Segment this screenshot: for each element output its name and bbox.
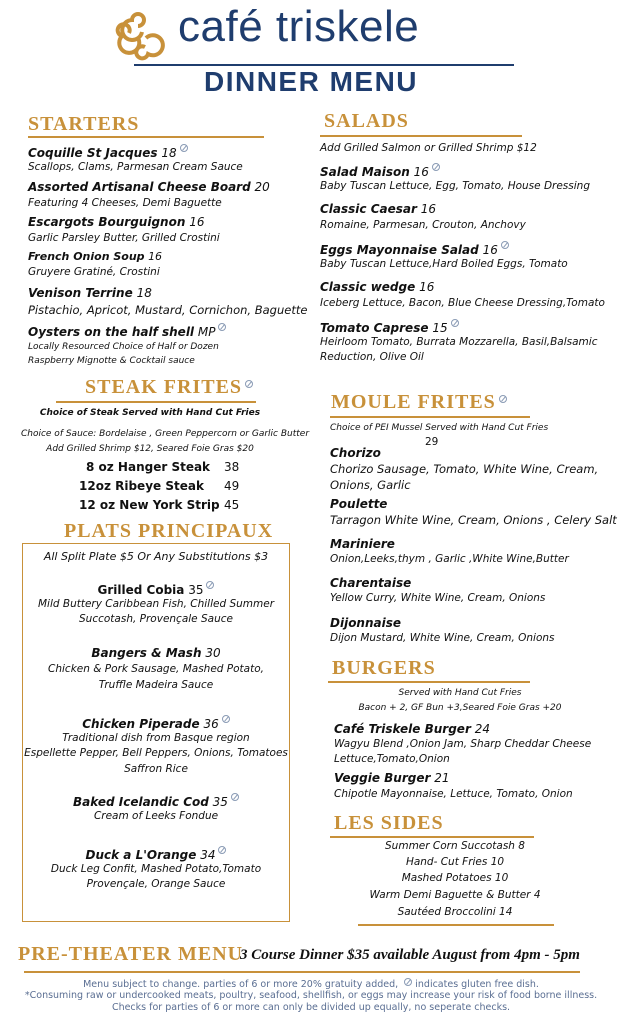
starter-item: Oysters on the half shell MP <box>28 323 226 339</box>
sides-underline <box>330 836 534 838</box>
plat-item: Grilled Cobia 35 <box>22 581 290 597</box>
starter-item: Assorted Artisanal Cheese Board 20 <box>28 180 270 194</box>
steak-subtitle: Choice of Steak Served with Hand Cut Fries <box>39 408 261 418</box>
burgers-addons: Bacon + 2, GF Bun +3,Seared Foie Gras +20 <box>358 703 562 713</box>
plats-title: PLATS PRINCIPAUX <box>64 520 274 542</box>
plat-item: Bangers & Mash 30 <box>91 646 221 660</box>
plats-note: All Split Plate $5 Or Any Substitutions $3 <box>43 550 269 563</box>
sides-title: LES SIDES <box>334 812 444 834</box>
gluten-free-icon <box>404 978 412 986</box>
moule-desc: Onion,Leeks,thym , Garlic ,White Wine,Butter <box>330 553 569 565</box>
salad-desc: Baby Tuscan Lettuce,Hard Boiled Eggs, Tomato <box>320 258 568 270</box>
steak-price: 38 <box>224 460 240 474</box>
plat-item: Duck a L'Orange 34 <box>22 846 290 862</box>
gluten-free-icon <box>499 395 507 403</box>
plat-desc: Espellette Pepper, Bell Peppers, Onions, Tomatoes <box>24 747 288 759</box>
burger-item: Veggie Burger 21 <box>334 771 450 785</box>
starter-item: Venison Terrine 18 <box>28 286 152 300</box>
plat-desc: Traditional dish from Basque region <box>62 732 250 744</box>
salad-desc: Reduction, Olive Oil <box>320 351 424 363</box>
steak-price: 49 <box>224 479 240 493</box>
footer-line-2: *Consuming raw or undercooked meats, poultry, seafood, shellfish, or eggs may increase your risk of food borne illness. <box>24 990 598 1001</box>
salad-item: Tomato Caprese 15 <box>320 319 459 335</box>
salads-underline <box>320 135 522 137</box>
moule-desc: Dijon Mustard, White Wine, Cream, Onions <box>330 632 555 644</box>
starters-underline <box>28 136 264 138</box>
moule-frites-title: MOULE FRITES <box>331 391 507 414</box>
triskele-logo-icon <box>112 6 172 66</box>
gluten-free-icon <box>231 793 239 801</box>
moule-item: Poulette <box>330 497 388 511</box>
gluten-free-icon <box>501 241 509 249</box>
pretheater-title: PRE-THEATER MENU <box>18 943 244 965</box>
salad-item: Classic wedge 16 <box>320 280 435 294</box>
starters-title: STARTERS <box>28 113 140 135</box>
plat-desc: Saffron Rice <box>124 763 188 775</box>
moule-desc: Yellow Curry, White Wine, Cream, Onions <box>330 592 546 604</box>
plat-desc: Mild Buttery Caribbean Fish, Chilled Summer <box>37 598 275 610</box>
burger-desc: Wagyu Blend ,Onion Jam, Sharp Cheddar Cheese <box>334 738 592 750</box>
plat-desc: Provençale, Orange Sauce <box>86 878 226 890</box>
starter-item: Coquille St Jacques 18 <box>28 144 188 160</box>
gluten-free-icon <box>222 715 230 723</box>
brand-name: café triskele <box>178 2 420 51</box>
salad-item: Eggs Mayonnaise Salad 16 <box>320 241 509 257</box>
starter-desc: Scallops, Clams, Parmesan Cream Sauce <box>28 161 243 173</box>
steak-frites-title: STEAK FRITES <box>85 376 253 399</box>
salad-desc: Heirloom Tomato, Burrata Mozzarella, Basil,Balsamic <box>320 336 598 348</box>
starter-desc: Raspberry Mignotte & Cocktail sauce <box>28 356 195 366</box>
moules-underline <box>330 416 530 418</box>
plat-desc: Succotash, Provençale Sauce <box>79 613 233 625</box>
moule-item: Dijonnaise <box>330 616 402 630</box>
salad-item: Classic Caesar 16 <box>320 202 437 216</box>
burger-desc: Chipotle Mayonnaise, Lettuce, Tomato, Onion <box>334 788 573 800</box>
starter-desc: Garlic Parsley Butter, Grilled Crostini <box>28 232 220 244</box>
salad-item: Salad Maison 16 <box>320 163 440 179</box>
moule-item: Chorizo <box>330 446 381 460</box>
steak-cut: 12oz Ribeye Steak <box>79 479 204 493</box>
side-item: Mashed Potatoes 10 <box>401 872 509 884</box>
footer-line-1: Menu subject to change. parties of 6 or more 20% gratuity added, indicates gluten free dish. <box>83 979 539 990</box>
pretheater-underline <box>24 971 580 973</box>
footer-line-3: Checks for parties of 6 or more can only be divided up equally, no seperate checks. <box>111 1002 511 1013</box>
steak-cut: 8 oz Hanger Steak <box>86 460 211 474</box>
plat-desc: Cream of Leeks Fondue <box>93 810 219 822</box>
moule-item: Charentaise <box>330 576 412 590</box>
side-item: Sautéed Broccolini 14 <box>397 906 513 918</box>
plat-item: Chicken Piperade 36 <box>22 715 290 731</box>
menu-title: DINNER MENU <box>203 66 419 97</box>
salads-note: Add Grilled Salmon or Grilled Shrimp $12 <box>320 142 537 154</box>
starter-desc: Locally Resourced Choice of Half or Dozen <box>28 342 219 352</box>
starter-item: French Onion Soup 16 <box>28 250 163 263</box>
plat-desc: Chicken & Pork Sausage, Mashed Potato, <box>48 663 264 675</box>
moule-desc: Tarragon White Wine, Cream, Onions , Celery Salt <box>330 513 617 527</box>
starter-item: Escargots Bourguignon 16 <box>28 215 205 229</box>
starter-desc: Pistachio, Apricot, Mustard, Cornichon, Baguette <box>28 303 308 317</box>
steak-underline <box>56 401 256 403</box>
sides-bottom-line <box>358 924 554 926</box>
burger-item: Café Triskele Burger 24 <box>334 722 490 736</box>
moule-desc: Onions, Garlic <box>330 478 411 492</box>
starter-desc: Featuring 4 Cheeses, Demi Baguette <box>28 197 222 209</box>
moules-subtitle: Choice of PEI Mussel Served with Hand Cut Fries <box>330 423 549 433</box>
side-item: Summer Corn Succotash 8 <box>385 840 525 852</box>
burgers-title: BURGERS <box>332 657 436 679</box>
salad-desc: Romaine, Parmesan, Crouton, Anchovy <box>320 219 526 231</box>
salad-desc: Iceberg Lettuce, Bacon, Blue Cheese Dressing,Tomato <box>320 297 605 309</box>
moule-desc: Chorizo Sausage, Tomato, White Wine, Cream, <box>330 462 599 476</box>
gluten-free-icon <box>245 380 253 388</box>
pretheater-desc: 3 Course Dinner $35 available August from 4pm - 5pm <box>240 947 580 963</box>
gluten-free-icon <box>218 846 226 854</box>
burger-desc: Lettuce,Tomato,Onion <box>334 753 450 765</box>
gluten-free-icon <box>432 163 440 171</box>
burgers-subtitle: Served with Hand Cut Fries <box>398 688 522 698</box>
gluten-free-icon <box>218 323 226 331</box>
salads-title: SALADS <box>324 110 409 132</box>
steak-sauce: Choice of Sauce: Bordelaise , Green Peppercorn or Garlic Butter <box>20 429 310 439</box>
plat-desc: Truffle Madeira Sauce <box>98 679 214 691</box>
starter-desc: Gruyere Gratiné, Crostini <box>28 266 160 278</box>
moules-price: 29 <box>425 436 439 448</box>
moule-item: Mariniere <box>330 537 395 551</box>
side-item: Hand- Cut Fries 10 <box>405 856 505 868</box>
steak-price: 45 <box>224 498 240 512</box>
plat-item: Baked Icelandic Cod 35 <box>22 793 290 809</box>
gluten-free-icon <box>451 319 459 327</box>
burgers-underline <box>328 681 530 683</box>
plat-desc: Duck Leg Confit, Mashed Potato,Tomato <box>50 863 262 875</box>
gluten-free-icon <box>206 581 214 589</box>
side-item: Warm Demi Baguette & Butter 4 <box>369 889 541 901</box>
steak-addons: Add Grilled Shrimp $12, Seared Foie Gras $20 <box>46 444 254 454</box>
salad-desc: Baby Tuscan Lettuce, Egg, Tomato, House Dressing <box>320 180 590 192</box>
gluten-free-icon <box>180 144 188 152</box>
steak-cut: 12 oz New York Strip <box>79 498 220 512</box>
